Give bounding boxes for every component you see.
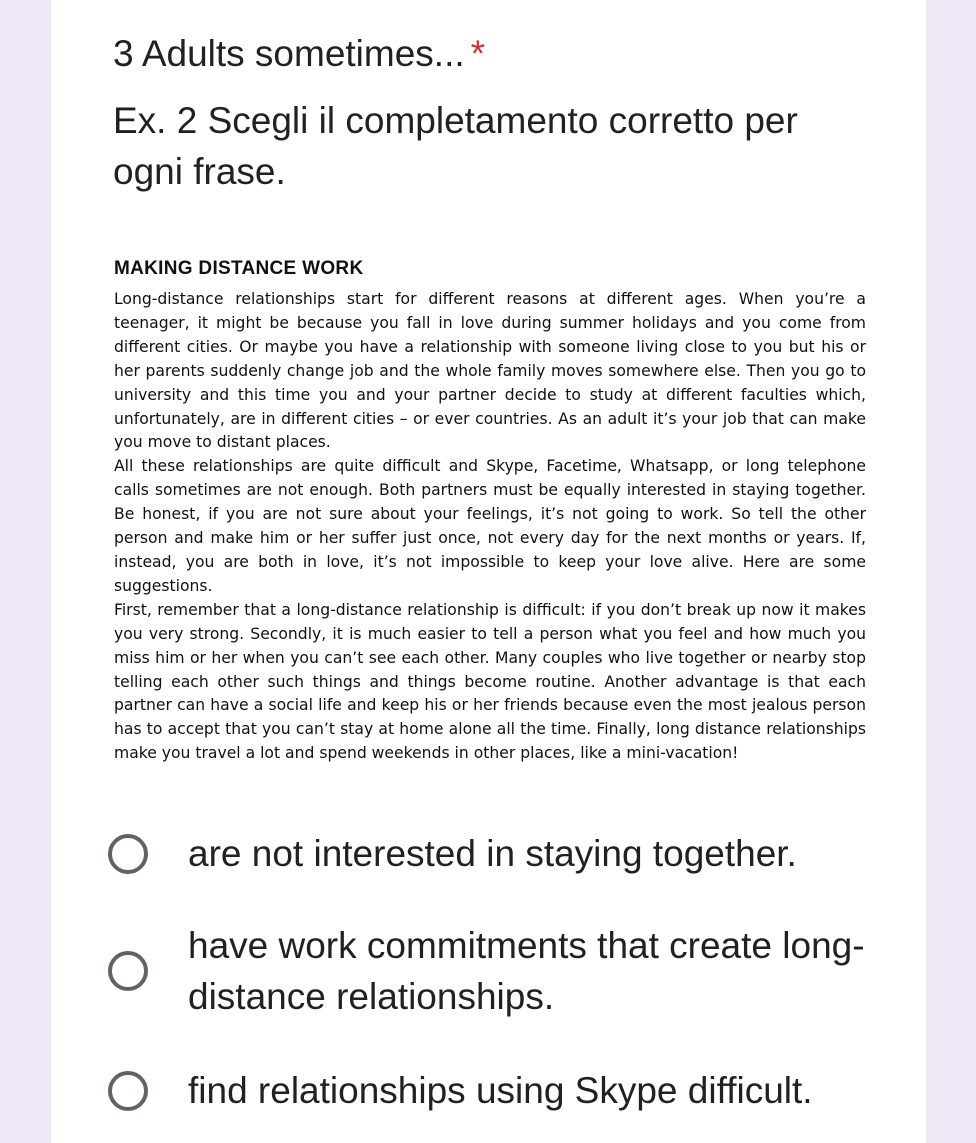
passage-paragraph: First, remember that a long-distance relationship is difficult: if you don’t break up now it makes you very strong. Secondly, it is much easier to tell a person what you feel and how much you miss him or her when you can’t see each other. Many couples who live together or nearby stop telling each other such things and things become routine. Another advantage is that each partner can have a social life and keep his or her friends because even the most jealous person has to accept that you can’t stay at home alone all the time. Finally, long distance relationships make you travel a lot and spend weekends in other places, like a mini-vacation! — [114, 600, 866, 763]
answer-option-label[interactable]: are not interested in staying together. — [188, 833, 797, 874]
answer-option[interactable] — [108, 920, 868, 1022]
required-asterisk: * — [470, 33, 486, 74]
answer-option[interactable] — [108, 828, 868, 879]
passage-body — [114, 288, 866, 766]
question-title — [113, 30, 485, 78]
answer-option-label[interactable]: have work commitments that create long-distance relationships. — [188, 925, 865, 1017]
radio-button[interactable] — [108, 1071, 148, 1111]
question-title-text: 3 Adults sometimes... — [113, 33, 465, 74]
answer-option[interactable] — [108, 1065, 868, 1116]
question-card — [51, 0, 926, 1143]
radio-button[interactable] — [108, 834, 148, 874]
question-description: Ex. 2 Scegli il completamento corretto per ogni frase. — [113, 100, 798, 192]
radio-button[interactable] — [108, 951, 148, 991]
answer-option-label[interactable]: find relationships using Skype difficult. — [188, 1070, 813, 1111]
passage-image — [114, 258, 866, 803]
passage-paragraph: Long-distance relationships start for different reasons at different ages. When you’re a teenager, it might be because you fall in love during summer holidays and you come from different cities. Or maybe you have a relationship with someone living close to you but his or her parents suddenly change job and the whole family moves somewhere else. Then you go to university and this time you and your partner decide to study at different faculties which, unfortunately, are in different cities – or ever countries. As an adult it’s your job that can make you move to distant places. — [114, 290, 866, 452]
passage-paragraph: All these relationships are quite difficult and Skype, Facetime, Whatsapp, or long telephone calls sometimes are not enough. Both partners must be equally interested in staying together. Be honest, if you are not sure about your feelings, it’s not going to work. So tell the other person and make him or her suffer just once, not every day for the next months or years. If, instead, you are both in love, it’s not impossible to keep your love alive. Here are some suggestions. — [114, 457, 866, 595]
passage-heading: MAKING DISTANCE WORK — [114, 258, 364, 279]
